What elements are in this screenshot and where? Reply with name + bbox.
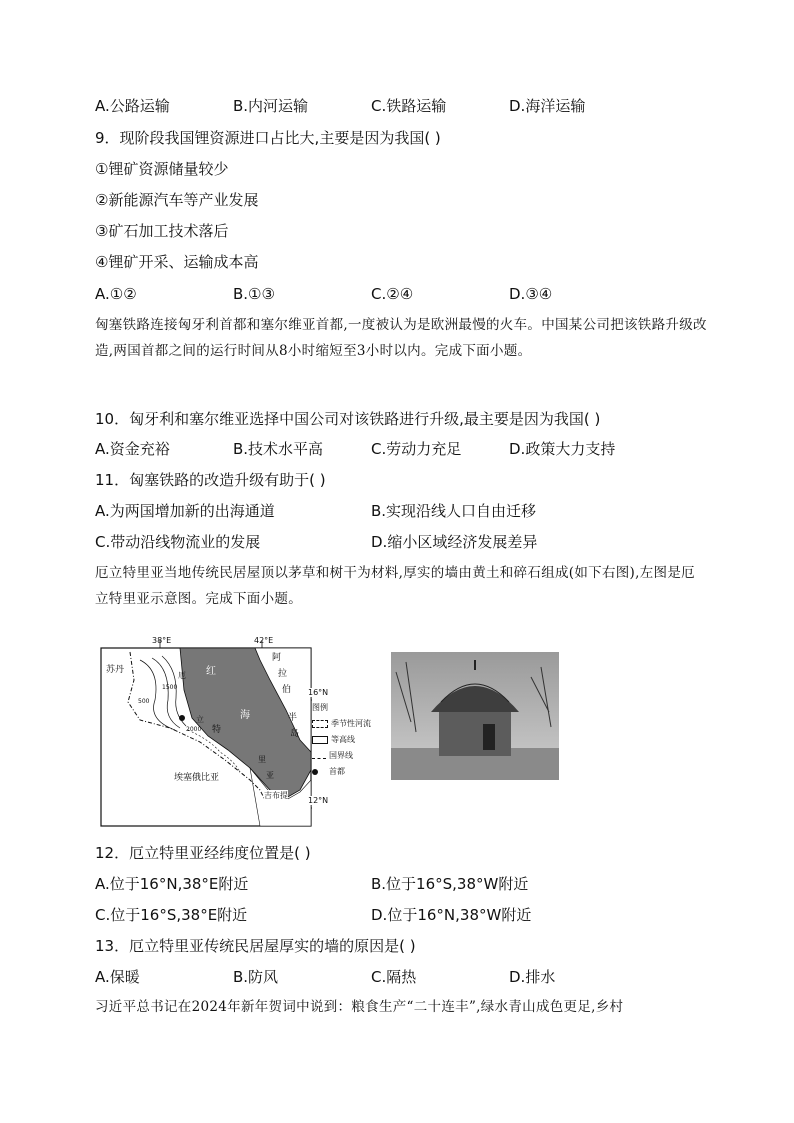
q13-option-b[interactable]: B.防风 [233, 968, 279, 986]
q9-option-a[interactable]: A.①② [95, 285, 137, 303]
contour-label-1500: 1500 [162, 684, 178, 691]
q9-option-d[interactable]: D.③④ [509, 285, 553, 303]
map-legend [312, 700, 392, 780]
legend-border: 国界线 [312, 748, 392, 764]
q9-option-c[interactable]: C.②④ [371, 285, 414, 303]
q13-option-c[interactable]: C.隔热 [371, 968, 417, 986]
q10-option-b[interactable]: B.技术水平高 [233, 440, 324, 458]
label-eritrea-1: 厄 [178, 671, 186, 680]
label-eritrea-3: 特 [212, 725, 222, 735]
label-djibouti: 吉布提 [264, 791, 288, 800]
label-eritrea-2: 立 [196, 715, 204, 724]
label-red-1: 红 [206, 666, 216, 677]
q12-option-a[interactable]: A.位于16°N,38°E附近 [95, 875, 249, 893]
label-eritrea-5: 亚 [266, 771, 274, 780]
legend-seasonal-river: 季节性河流 [312, 716, 392, 732]
q9-item-2: ②新能源汽车等产业发展 [95, 191, 259, 209]
passage-railway: 匈塞铁路连接匈牙利首都和塞尔维亚首都,一度被认为是欧洲最慢的火车。中国某公司把该铁路升级改造,两国首都之间的运行时间从8小时缩短至3小时以内。完成下面小题。 [95, 317, 707, 359]
contour-label-500: 500 [138, 698, 150, 705]
capital-dot [179, 715, 185, 721]
q13-option-d[interactable]: D.排水 [509, 968, 556, 986]
lat-label-12: 12°N [308, 796, 329, 805]
q11-stem: 11．匈塞铁路的改造升级有助于( ) [95, 471, 326, 489]
label-ethiopia: 埃塞俄比亚 [174, 773, 220, 783]
q9-item-3: ③矿石加工技术落后 [95, 222, 229, 240]
label-sea: 海 [240, 710, 250, 721]
q13-option-a[interactable]: A.保暖 [95, 968, 140, 986]
label-arabia-4: 半 [288, 713, 298, 723]
q12-option-c[interactable]: C.位于16°S,38°E附近 [95, 906, 248, 924]
legend-contour: 等高线 [312, 732, 392, 748]
lon-label-42: 42°E [254, 636, 274, 645]
q10-option-a[interactable]: A.资金充裕 [95, 440, 170, 458]
q11-option-a[interactable]: A.为两国增加新的出海通道 [95, 502, 275, 520]
hut-photo [391, 652, 559, 780]
label-arabia-3: 伯 [282, 685, 292, 695]
q11-option-b[interactable]: B.实现沿线人口自由迁移 [371, 502, 537, 520]
q9-item-4: ④锂矿开采、运输成本高 [95, 253, 259, 271]
q8-option-b[interactable]: B.内河运输 [233, 97, 309, 115]
label-arabia-2: 拉 [278, 669, 288, 679]
passage-new-year: 习近平总书记在2024年新年贺词中说到：粮食生产“二十连丰”,绿水青山成色更足,乡村 [95, 999, 624, 1015]
label-sudan: 苏丹 [106, 665, 125, 675]
q10-stem: 10．匈牙利和塞尔维亚选择中国公司对该铁路进行升级,最主要是因为我国( ) [95, 410, 601, 428]
q12-stem: 12．厄立特里亚经纬度位置是( ) [95, 844, 311, 862]
legend-capital: 首都 [312, 764, 392, 780]
q9-stem: 9．现阶段我国锂资源进口占比大,主要是因为我国( ) [95, 129, 441, 147]
q11-option-c[interactable]: C.带动沿线物流业的发展 [95, 533, 261, 551]
q10-option-d[interactable]: D.政策大力支持 [509, 440, 616, 458]
q13-stem: 13．厄立特里亚传统民居屋厚实的墙的原因是( ) [95, 937, 416, 955]
q8-option-a[interactable]: A.公路运输 [95, 97, 170, 115]
contour-label-2000: 2000 [186, 726, 202, 733]
q9-option-b[interactable]: B.①③ [233, 285, 275, 303]
q12-option-b[interactable]: B.位于16°S,38°W附近 [371, 875, 529, 893]
lat-label-16: 16°N [308, 688, 329, 697]
legend-title: 图例 [312, 703, 328, 712]
q11-option-d[interactable]: D.缩小区域经济发展差异 [371, 533, 538, 551]
label-eritrea-4: 里 [258, 755, 266, 764]
label-arabia-1: 阿 [272, 653, 282, 663]
q12-option-d[interactable]: D.位于16°N,38°W附近 [371, 906, 532, 924]
lon-label-38: 38°E [152, 636, 172, 645]
q8-option-d[interactable]: D.海洋运输 [509, 97, 586, 115]
label-arabia-5: 岛 [290, 729, 300, 739]
q10-option-c[interactable]: C.劳动力充足 [371, 440, 462, 458]
q9-item-1: ①锂矿资源储量较少 [95, 160, 229, 178]
q8-option-c[interactable]: C.铁路运输 [371, 97, 447, 115]
passage-eritrea: 厄立特里亚当地传统民居屋顶以茅草和树干为材料,厚实的墙由黄土和碎石组成(如下右图),左图是厄立特里亚示意图。完成下面小题。 [95, 565, 695, 607]
